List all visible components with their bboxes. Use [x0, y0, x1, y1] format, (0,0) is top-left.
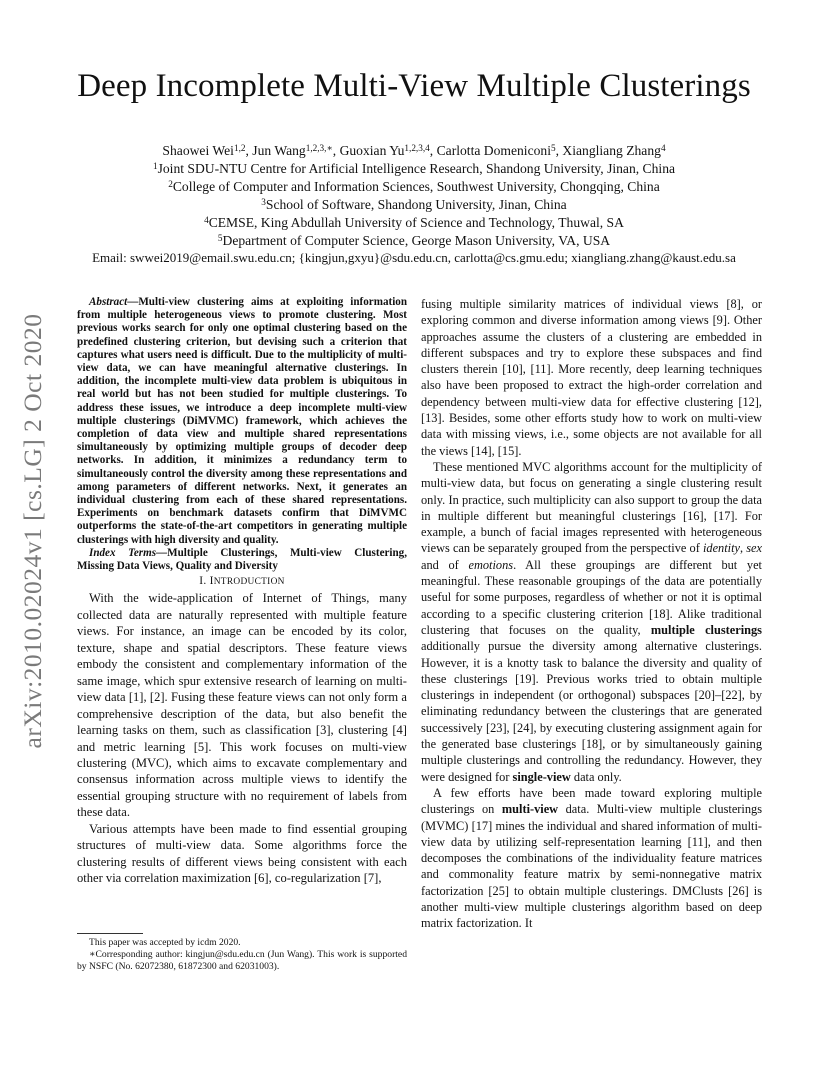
affiliation — [20, 160, 808, 178]
abstract-text: —Multi-view clustering aims at exploiting information from multiple heterogeneous views to promote clustering. Most previous works search for only one optimal clustering based on the predefined clustering criterion, but devising such a criterion that captures what users need is difficult. Due to the multiplicity of multi-view data, we can have meaningful alternative clusterings. In addition, the incomplete multi-view data problem is ubiquitous in real world but has not been studied for multiple clusterings. To address these issues, we introduce a deep incomplete multi-view multiple clusterings (DiMVMC) framework, which achieves the completion of data view and multiple shared representations simultaneously by optimizing multiple groups of decoder deep networks. In addition, it minimizes a redundancy term to simultaneously control the diversity among these representations and among parameters of different networks. Next, it generates an individual clustering from each of these shared representations. Experiments on benchmark datasets confirm that DiMVMC outperforms the state-of-the-art competitors in generating multiple clusterings with high diversity and quality. — [77, 296, 407, 546]
footnote: ∗Corresponding author: kingjun@sdu.edu.cn (Jun Wang). This work is supported by NSFC (No. 62072380, 61872300 and 62031003). — [77, 949, 407, 972]
text-run: These mentioned MVC algorithms account for the multiplicity of multi-view data, but focus on generating a single clustering result only. In practice, such multiplicity can also support to group the data in multiple different but meaningful clusterings [16], [17]. For example, a bunch of facial images represented with heterogeneous views can be separately grouped from the perspective of — [421, 459, 762, 556]
index-terms-label: Index Terms — [89, 546, 157, 559]
paragraph: Various attempts have been made to find essential grouping structures of multi-view data. Some algorithms force the clustering results of different views being consistent with each other via correlation maximization [6], co-regularization [7], — [77, 821, 407, 886]
affiliation — [20, 178, 808, 196]
text-run: additionally pursue the diversity among alternative clusterings. However, it is a knotty task to balance the diversity and quality of these clusterings [19]. Previous works tried to obtain multiple clusterings in independent (or orthogonal) subspaces [20]–[22], by eliminating redundancy between the clusterings that are generated successively [23], [24], by executing clustering assignment again for the generated base clusterings [18], or by simultaneously gaining multiple clusterings and controlling the redundancy. However, they were designed for — [421, 639, 762, 784]
arxiv-stamp — [14, 296, 52, 766]
affiliation-sup: 4 — [204, 214, 209, 225]
affiliation — [20, 214, 808, 232]
section-number: I. — [199, 575, 210, 588]
affiliation-text: CEMSE, King Abdullah University of Science and Technology, Thuwal, SA — [208, 215, 624, 230]
footnotes — [77, 933, 407, 973]
abstract — [77, 296, 407, 547]
author-emails: Email: swwei2019@email.swu.edu.cn; {kingjun,gxyu}@sdu.edu.cn, carlotta@cs.gmu.edu; xiangliang.zhang@kaust.edu.sa — [92, 250, 736, 265]
affiliation-sup: 1 — [152, 160, 158, 171]
author-name: Jun Wang — [252, 143, 306, 158]
author-sup: 1,2,3,4 — [404, 142, 430, 153]
author-sup: 1,2 — [233, 142, 246, 153]
author-sup: 5 — [550, 142, 556, 153]
paragraph — [421, 785, 762, 932]
affiliation-text: College of Computer and Information Sciences, Southwest University, Chongqing, China — [172, 179, 660, 194]
bold-text: multi-view — [501, 802, 559, 817]
author-sup: 4 — [660, 142, 666, 153]
author-sep: , — [555, 143, 563, 158]
author-name: Guoxian Yu — [339, 143, 405, 158]
affiliation — [20, 232, 808, 250]
section-heading — [77, 573, 407, 590]
author-name: Xiangliang Zhang — [562, 143, 661, 158]
affiliation — [20, 196, 808, 214]
index-terms — [77, 547, 407, 573]
author-sep: , — [245, 143, 253, 158]
author-list — [20, 142, 808, 160]
affiliation-sup: 2 — [168, 178, 173, 189]
author-name: Shaowei Wei — [162, 143, 234, 158]
affiliation-text: Department of Computer Science, George Mason University, VA, USA — [222, 233, 611, 248]
emphasis-text: sex — [746, 541, 762, 556]
text-run: data only. — [570, 769, 622, 784]
section-title-rest: NTRODUCTION — [213, 577, 285, 588]
text-run: A few efforts have been made toward exploring multiple clusterings on — [421, 785, 762, 817]
author-block — [20, 142, 808, 250]
affiliation-sup: 3 — [261, 196, 266, 207]
affiliation-text: Joint SDU-NTU Centre for Artificial Intelligence Research, Shandong University, Jinan, China — [157, 161, 676, 176]
bold-text: single-view — [512, 769, 571, 784]
text-run: data. Multi-view multiple clusterings (MVMC) [17] mines the individual and shared information of multi-view data by utilizing self-representation learning [11], and then decomposes the combinations of the individuality feature matrices and commonality feature matrix by semi-nonnegative matrix factorization [25] to obtain multiple clusterings. DMClusts [26] is another multi-view multiple clusterings algorithm based on deep matrix factorization. It — [421, 802, 762, 931]
paragraph: With the wide-application of Internet of Things, many collected data are naturally represented with multiple feature views. For instance, an image can be encoded by its color, texture, shape and spatial descriptors. These feature views embody the consistent and complementary information of the same image, which spur extensive research of learning on multi-view data [1], [2]. Fusing these feature views can not only form a comprehensive description of the data, but also benefit the learning tasks on them, such as classification [3], clustering [4] and metric learning [5]. This work focuses on multi-view clustering (MVC), which aims to excavate complementary and consensus information across multiple views to identify the essential grouping structure with no requirement of labels from these data. — [77, 591, 407, 820]
author-sup: 1,2,3,∗ — [305, 142, 333, 153]
footnote: This paper was accepted by icdm 2020. — [89, 937, 241, 948]
paragraph — [421, 459, 762, 785]
section-title-cap: I — [209, 575, 214, 588]
emphasis-text: emotions — [468, 557, 514, 572]
paragraph: fusing multiple similarity matrices of individual views [8], or exploring common and diverse information among views [9]. Other approaches assume the clusters of a clustering are embedded in different subspaces and try to explore these subspaces and find clusters therein [10], [11]. More recently, deep learning techniques also have been proposed to extract the high-order correlation and dependency between multi-view data for effective clustering [12], [13]. Besides, some other efforts study how to work on multi-view data with missing views, i.e., some objects are not available for all the views [14], [15]. — [421, 297, 762, 458]
abstract-label: Abstract — [89, 296, 128, 308]
author-sep: , — [332, 143, 340, 158]
bold-text: multiple clusterings — [650, 622, 762, 637]
author-sep: , — [429, 143, 437, 158]
emphasis-text: identity — [702, 541, 740, 556]
intro-body — [77, 590, 407, 886]
text-run: . All these groupings are different but yet meaningful. These reasonable groupings of the data are potentially useful for some purposes, regardless of whether or not it is optimal according to a specific clustering criterion [18]. Alike traditional clustering that focuses on the quality, — [421, 557, 762, 637]
index-terms-text: —Multiple Clusterings, Multi-view Clustering, Missing Data Views, Quality and Diversity — [77, 546, 407, 573]
author-name: Carlotta Domeniconi — [436, 143, 551, 158]
right-column — [421, 296, 762, 932]
paper-title: Deep Incomplete Multi-View Multiple Clusterings — [77, 68, 751, 104]
text-run: , — [740, 541, 747, 556]
affiliation-text: School of Software, Shandong University, Jinan, China — [265, 197, 567, 212]
affiliation-sup: 5 — [217, 232, 223, 243]
arxiv-stamp-text: arXiv:2010.02024v1 [cs.LG] 2 Oct 2020 — [18, 313, 47, 749]
text-run: and of — [421, 557, 469, 572]
footnote-rule — [77, 933, 143, 934]
left-column — [77, 296, 407, 887]
